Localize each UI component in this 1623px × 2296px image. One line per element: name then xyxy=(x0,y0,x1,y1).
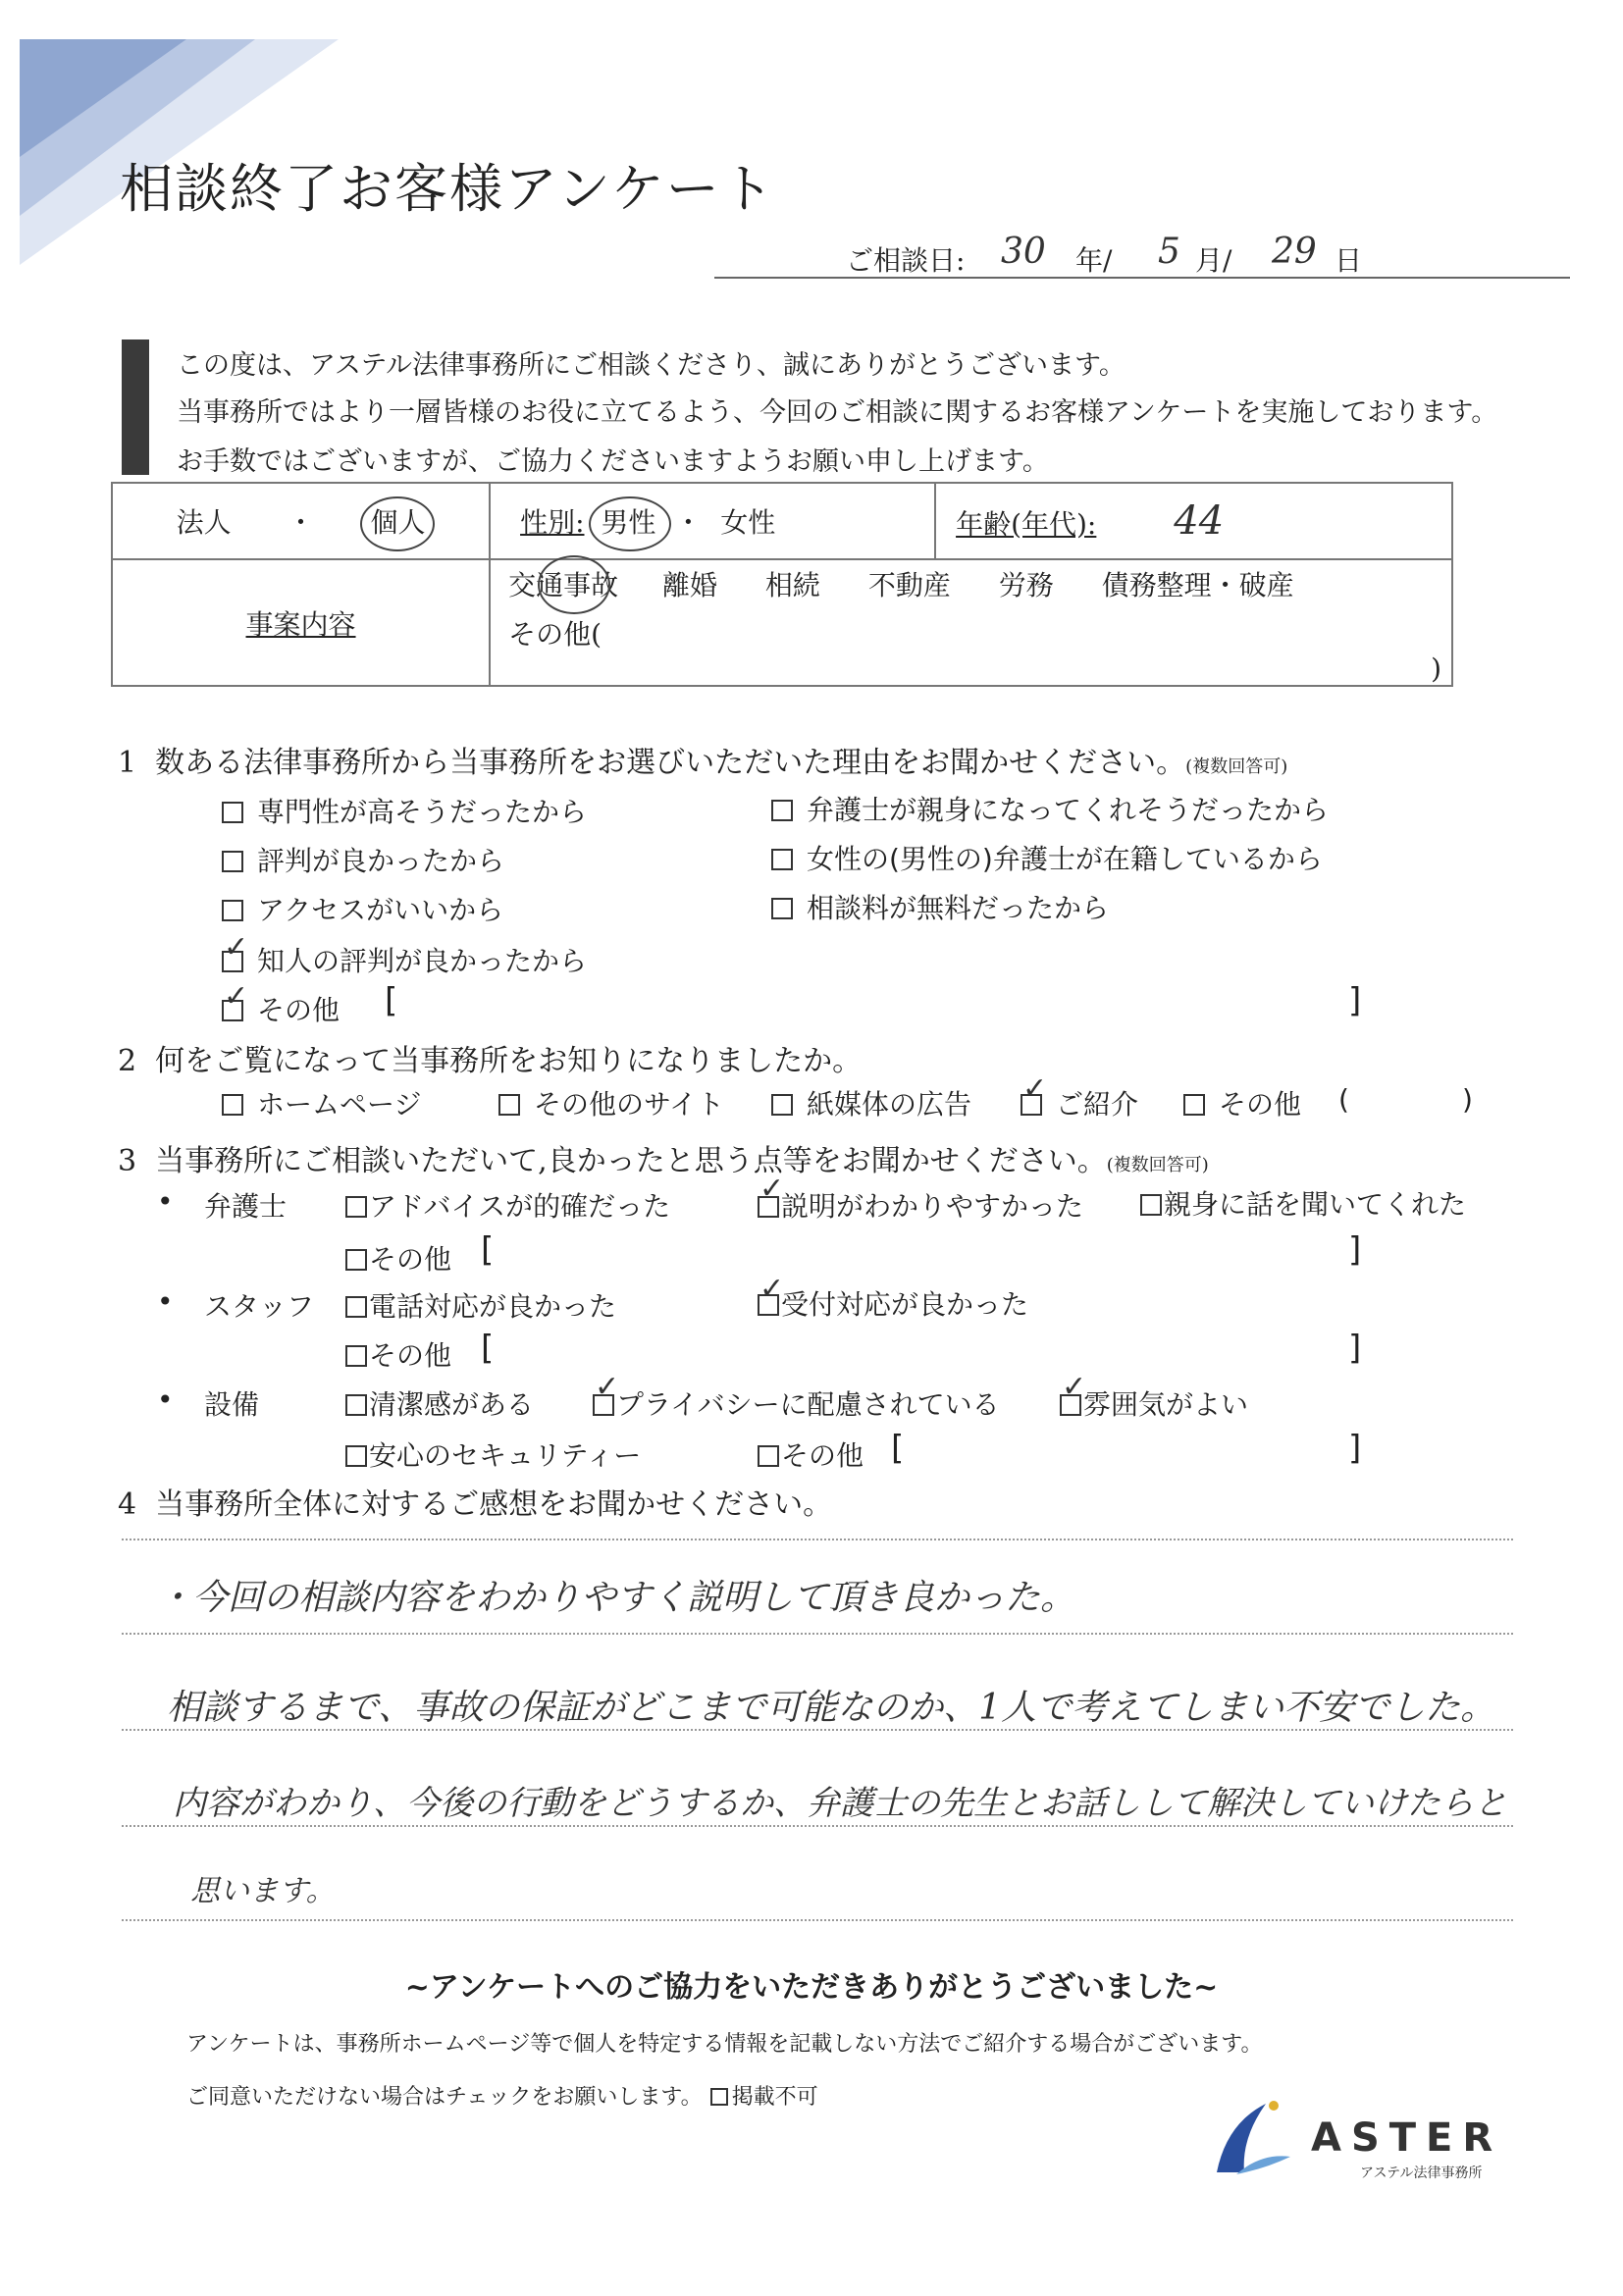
q2-opt-other-site[interactable]: その他のサイト xyxy=(498,1083,724,1122)
intro-line-1: この度は、アステル法律事務所にご相談くださり、誠にありがとうございます。 xyxy=(177,350,1126,381)
q1-opt-access[interactable]: アクセスがいいから xyxy=(222,889,503,928)
answer-line xyxy=(122,1539,1513,1540)
case-debt: 債務整理・破産 xyxy=(1101,569,1294,601)
q3-lawyer-advice[interactable]: アドバイスが的確だった xyxy=(345,1185,670,1225)
info-table xyxy=(111,482,1453,687)
q3-facility-security[interactable]: 安心のセキュリティー xyxy=(345,1435,641,1474)
check-mark: ✓ xyxy=(759,1272,785,1306)
individual-label: 個人 xyxy=(370,506,425,539)
q3-title: 3 当事務所にご相談いただいて,良かったと思う点等をお聞かせください。(複数回答可) xyxy=(118,1144,1209,1178)
female-label: 女性 xyxy=(720,506,776,539)
case-divorce: 離婚 xyxy=(661,569,717,601)
case-other: その他( xyxy=(508,618,602,651)
q3-lawyer-listen[interactable]: 親身に話を聞いてくれた xyxy=(1140,1183,1466,1223)
answer-line-3: 内容がわかり、今後の行動をどうするか、弁護士の先生とお話しして解決していけたらと xyxy=(173,1784,1507,1823)
case-other-close: ) xyxy=(1431,652,1441,685)
corner-decoration xyxy=(0,0,353,275)
bracket-open: [ xyxy=(481,1230,495,1270)
q3-lawyer-other[interactable]: その他 xyxy=(345,1238,451,1278)
q3-facility-clean[interactable]: 清潔感がある xyxy=(345,1383,534,1423)
q2-title: 2 何をご覧になって当事務所をお知りになりましたか。 xyxy=(118,1044,863,1078)
q3-facility-privacy[interactable]: プライバシーに配慮されている xyxy=(593,1383,1000,1423)
bracket-close: ] xyxy=(1348,1230,1362,1270)
q2-opt-homepage[interactable]: ホームページ xyxy=(222,1083,421,1122)
aster-logo-icon xyxy=(1207,2094,1295,2182)
q1-opt-acquaintance[interactable]: 知人の評判が良かったから xyxy=(222,940,587,979)
dot: ・ xyxy=(287,506,315,539)
page-title: 相談終了お客様アンケート xyxy=(120,158,776,220)
age-cell xyxy=(935,483,1452,559)
logo-name: ASTER xyxy=(1311,2115,1503,2161)
bracket-close: ] xyxy=(1348,1329,1362,1368)
answer-line-2: 相談するまで、事故の保証がどこまで可能なのか、1人で考えてしまい不安でした。 xyxy=(167,1688,1496,1728)
case-labor: 労務 xyxy=(998,569,1054,601)
date-label: ご相談日: xyxy=(846,244,966,277)
q2-paren-open: ( xyxy=(1338,1083,1349,1116)
age-value: 44 xyxy=(1174,498,1225,544)
q3-staff-other[interactable]: その他 xyxy=(345,1334,451,1374)
q1-opt-other[interactable]: その他 xyxy=(222,989,340,1028)
check-mark: ✓ xyxy=(1022,1071,1048,1106)
bullet: • xyxy=(157,1383,174,1416)
q2-paren-close: ) xyxy=(1462,1083,1473,1116)
q1-opt-free[interactable]: 相談料が無料だったから xyxy=(771,887,1109,926)
no-publish-label: 掲載不可 xyxy=(731,2085,818,2110)
q1-title: 1 数ある法律事務所から当事務所をお選びいただいた理由をお聞かせください。(複数回答可) xyxy=(118,746,1288,780)
intro-line-3: お手数ではございますが、ご協力くださいますようお願い申し上げます。 xyxy=(177,446,1049,477)
check-mark: ✓ xyxy=(224,930,249,965)
case-label-cell xyxy=(112,559,490,686)
q1-opt-expertise[interactable]: 専門性が高そうだったから xyxy=(222,791,587,830)
bullet: • xyxy=(157,1285,174,1318)
case-inheritance: 相続 xyxy=(764,569,820,601)
q3-lawyer-explain[interactable]: 説明がわかりやすかった xyxy=(758,1185,1083,1225)
q3-lawyer-label: 弁護士 xyxy=(204,1190,288,1223)
date-month-unit: 月/ xyxy=(1195,244,1232,277)
q3-staff-phone[interactable]: 電話対応が良かった xyxy=(345,1285,616,1325)
bracket-close: ] xyxy=(1348,1429,1362,1468)
bracket-close: ] xyxy=(1348,981,1362,1020)
check-mark: ✓ xyxy=(595,1370,620,1404)
q2-opt-referral[interactable]: ご紹介 xyxy=(1021,1083,1138,1122)
gender-cell xyxy=(490,483,935,559)
case-options-cell xyxy=(490,559,1452,686)
footer-note-2: ご同意いただけない場合はチェックをお願いします。 掲載不可 xyxy=(186,2085,818,2110)
date-year: 30 xyxy=(1001,232,1046,272)
answer-line-4: 思います。 xyxy=(190,1874,336,1908)
q3-facility-other[interactable]: その他 xyxy=(758,1435,864,1474)
q1-opt-gender-lawyer[interactable]: 女性の(男性の)弁護士が在籍しているから xyxy=(771,838,1323,877)
q1-opt-reputation[interactable]: 評判が良かったから xyxy=(222,840,504,879)
check-mark: ✓ xyxy=(759,1172,785,1206)
date-year-unit: 年/ xyxy=(1075,244,1113,277)
q2-opt-other[interactable]: その他 xyxy=(1183,1083,1301,1122)
case-realestate: 不動産 xyxy=(867,569,951,601)
intro-bar xyxy=(122,339,149,475)
q3-staff-reception[interactable]: 受付対応が良かった xyxy=(758,1283,1028,1323)
gender-label: 性別: xyxy=(520,506,585,539)
dot: ・ xyxy=(674,506,703,539)
footer-thanks: ~アンケートへのご協力をいただきありがとうございました~ xyxy=(404,1970,1219,2005)
q2-opt-print[interactable]: 紙媒体の広告 xyxy=(771,1083,971,1122)
footer-note-1: アンケートは、事務所ホームページ等で個人を特定する情報を記載しない方法でご紹介する場合がございます。 xyxy=(186,2032,1263,2057)
case-label: 事案内容 xyxy=(245,607,356,641)
q3-facility-atmosphere[interactable]: 雰囲気がよい xyxy=(1060,1383,1248,1423)
intro-line-2: 当事務所ではより一層皆様のお役に立てるよう、今回のご相談に関するお客様アンケートを実施しております。 xyxy=(177,397,1498,428)
answer-line-1: ・今回の相談内容をわかりやすく説明して頂き良かった。 xyxy=(157,1578,1076,1618)
answer-line xyxy=(122,1919,1513,1921)
check-mark: ✓ xyxy=(224,979,249,1014)
date-day-unit: 日 xyxy=(1335,244,1363,277)
bracket-open: [ xyxy=(891,1429,905,1468)
bracket-open: [ xyxy=(385,981,398,1020)
date-day: 29 xyxy=(1272,232,1317,272)
q4-title: 4 当事務所全体に対するご感想をお聞かせください。 xyxy=(118,1487,833,1522)
date-month: 5 xyxy=(1158,232,1180,272)
bullet: • xyxy=(157,1185,174,1218)
check-mark: ✓ xyxy=(1062,1370,1087,1404)
q3-facility-label: 設備 xyxy=(204,1388,260,1421)
corp-label: 法人 xyxy=(176,506,232,539)
age-label: 年齢(年代): xyxy=(956,508,1097,541)
q1-opt-caring[interactable]: 弁護士が親身になってくれそうだったから xyxy=(771,789,1329,828)
answer-line xyxy=(122,1633,1513,1635)
case-traffic: 交通事故 xyxy=(508,569,618,601)
male-label: 男性 xyxy=(601,506,655,539)
logo-subtitle: アステル法律事務所 xyxy=(1360,2166,1483,2181)
answer-line xyxy=(122,1825,1513,1827)
entity-cell xyxy=(112,483,490,559)
q3-staff-label: スタッフ xyxy=(204,1290,315,1323)
date-underline xyxy=(714,273,1570,279)
bracket-open: [ xyxy=(481,1329,495,1368)
